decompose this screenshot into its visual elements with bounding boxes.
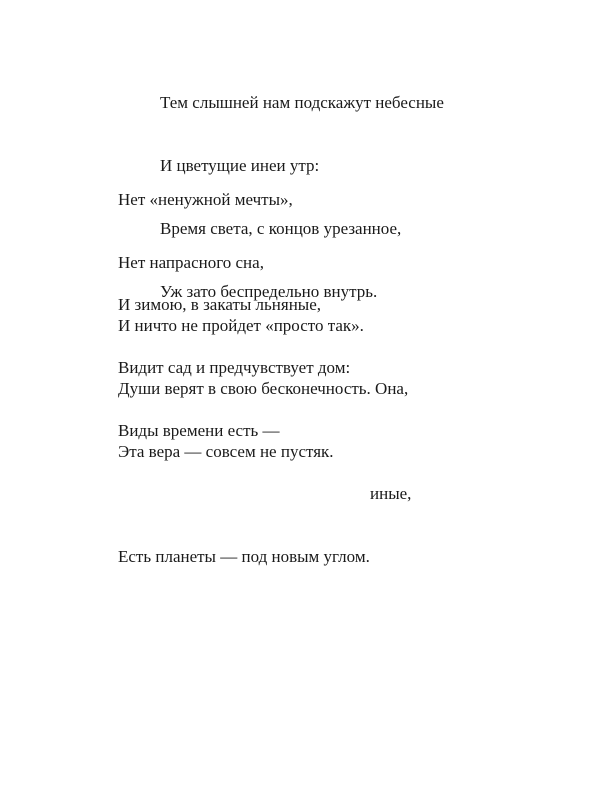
poem-line: Нет напрасного сна, bbox=[118, 253, 264, 272]
poem-line: Тем слышней нам подскажут небесные bbox=[160, 93, 444, 112]
poem-line: Эта вера — совсем не пустяк. bbox=[118, 442, 334, 461]
poem-line: Души верят в свою бесконечность. Она, bbox=[118, 379, 409, 398]
poem-line: Виды времени есть — bbox=[118, 421, 280, 440]
poem-line: Видит сад и предчувствует дом: bbox=[118, 358, 351, 377]
poem-line: И зимою, в закаты льняные, bbox=[118, 295, 322, 314]
poem-line: И цветущие инеи утр: bbox=[160, 156, 320, 175]
poem-line: Нет «ненужной мечты», bbox=[118, 190, 293, 209]
poem-line: Время света, с концов урезанное, bbox=[160, 219, 402, 238]
poem-stanza-3 bbox=[118, 252, 411, 609]
poem-line-indented: иные, bbox=[370, 484, 412, 503]
poem-line: Уж зато беспредельно внутрь. bbox=[160, 282, 378, 301]
poem-line: Есть планеты — под новым углом. bbox=[118, 547, 370, 566]
poem-line: И ничто не пройдет «просто так». bbox=[118, 316, 364, 335]
